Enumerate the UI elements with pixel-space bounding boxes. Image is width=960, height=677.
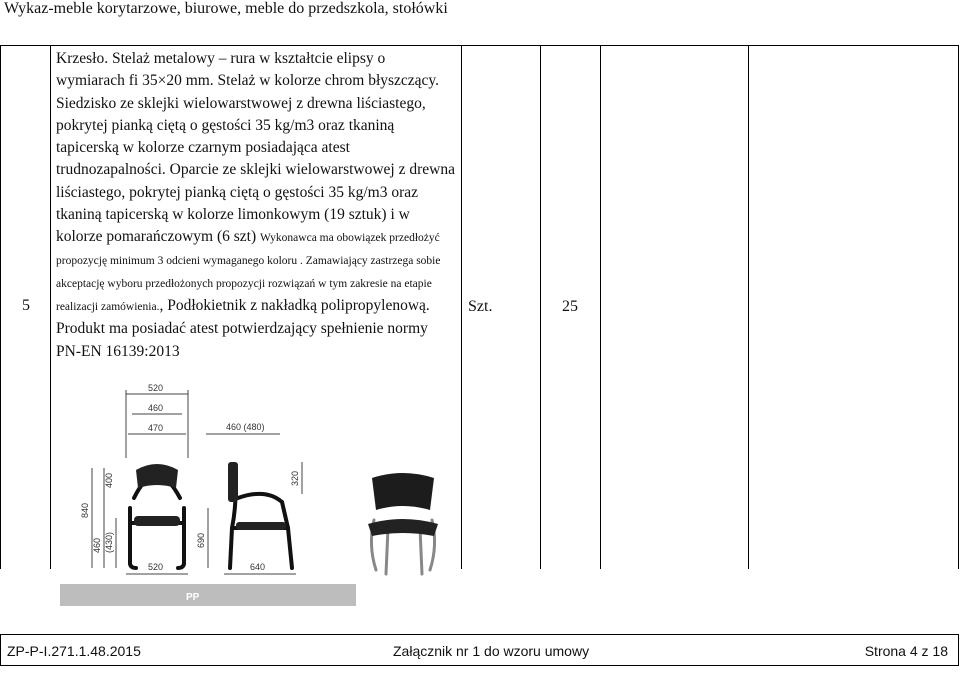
chair-photo — [358, 470, 448, 580]
col-border — [958, 45, 959, 569]
footer-reference: ZP-P-I.271.1.48.2015 — [7, 643, 141, 659]
dim-430: (430) — [104, 531, 114, 553]
row-number: 5 — [22, 297, 30, 314]
page-footer — [0, 634, 959, 666]
dim-640: 640 — [250, 562, 266, 572]
description-note: Wykonawca ma obowiązek przedłożyć propozycję minimum 3 odcieni wymaganego koloru . Zamawiający zastrzega sobie akceptację wyboru przedłożonych propozycji rozwiązań w tym zakresie na etapie realizacji zamówienia. — [56, 232, 441, 314]
page-header-title: Wykaz-meble korytarzowe, biurowe, meble do przedszkola, stołówki — [4, 0, 448, 17]
dim-520-bottom: 520 — [148, 562, 164, 572]
unit-cell: Szt. — [468, 298, 493, 315]
dim-520-top: 520 — [148, 383, 164, 393]
dim-460-480: 460 (480) — [226, 422, 265, 432]
dim-320: 320 — [290, 470, 300, 486]
col-border — [50, 45, 51, 569]
dim-400: 400 — [104, 472, 114, 488]
footer-attachment: Załącznik nr 1 do wzoru umowy — [393, 643, 590, 659]
col-border — [600, 45, 601, 569]
description-main: Krzesło. Stelaż metalowy – rura w kształtcie elipsy o wymiarach fi 35×20 mm. Stelaż w kolorze chrom błyszczący. Siedzisko ze sklejki wielowarstwowej z drewna liściastego, pokrytej pianką ciętą o gęstości 35 kg/m3 oraz tkaniną tapicerską w kolorze czarnym posiadająca atest trudnozapalności. Oparcie ze sklejki wielowarstwowej z drewna liściastego, pokrytej pianką ciętą o gęstości 35 kg/m3 oraz tkaniną tapicerską w kolorze limonkowym (19 sztuk) i w kolorze pomarańczowym (6 szt) — [56, 50, 455, 246]
pp-label: PP — [186, 592, 200, 603]
quantity-cell: 25 — [562, 298, 578, 315]
col-border — [540, 45, 541, 569]
description-end: , Podłokietnik z nakładką polipropylenową. Produkt ma posiadać atest potwierdzający spełnienie normy PN-EN 16139:2013 — [56, 297, 430, 360]
chair-dimension-drawing — [56, 378, 356, 610]
item-description — [56, 48, 456, 363]
col-border — [748, 45, 749, 569]
dim-460-top: 460 — [148, 403, 164, 413]
col-border — [461, 45, 462, 569]
col-border — [0, 45, 1, 569]
dim-690: 690 — [196, 532, 206, 548]
table-top-border — [0, 45, 959, 46]
footer-page-number: Strona 4 z 18 — [864, 643, 948, 659]
dim-470: 470 — [148, 423, 164, 433]
dim-460-height: 460 — [92, 537, 102, 553]
dim-840: 840 — [80, 502, 90, 518]
